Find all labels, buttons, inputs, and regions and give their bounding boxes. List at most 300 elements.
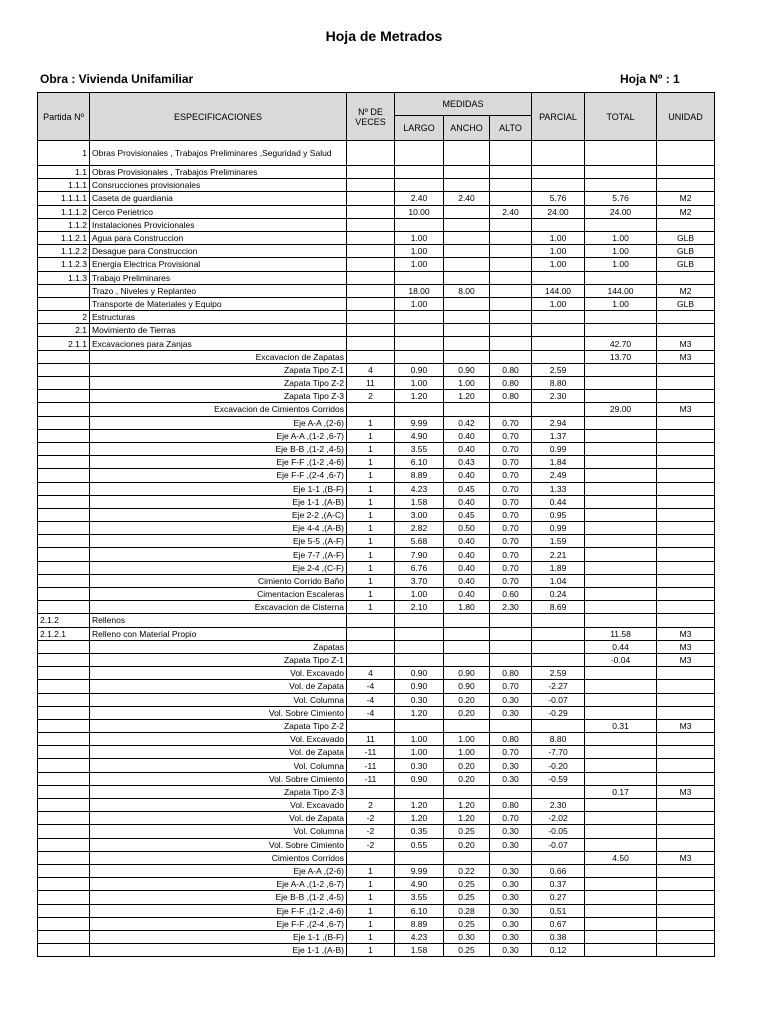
table-row bbox=[38, 297, 715, 310]
cell-largo: 18.00 bbox=[395, 284, 444, 297]
cell-parcial: -0.59 bbox=[532, 772, 585, 785]
cell-partida: 1 bbox=[38, 141, 90, 166]
cell-ancho: 0.25 bbox=[444, 917, 490, 930]
cell-largo bbox=[395, 324, 444, 337]
cell-unidad bbox=[657, 548, 715, 561]
cell-ancho bbox=[444, 614, 490, 627]
cell-especificacion: Rellenos bbox=[90, 614, 347, 627]
cell-alto: 0.80 bbox=[490, 363, 532, 376]
cell-parcial bbox=[532, 653, 585, 666]
cell-ancho: 0.40 bbox=[444, 574, 490, 587]
cell-veces: -11 bbox=[347, 772, 395, 785]
cell-especificacion: Agua para Construccion bbox=[90, 231, 347, 244]
cell-parcial bbox=[532, 350, 585, 363]
cell-veces: 1 bbox=[347, 944, 395, 957]
cell-parcial: 1.84 bbox=[532, 456, 585, 469]
cell-alto bbox=[490, 284, 532, 297]
cell-alto bbox=[490, 245, 532, 258]
cell-unidad: M3 bbox=[657, 653, 715, 666]
cell-alto bbox=[490, 231, 532, 244]
cell-parcial: 0.99 bbox=[532, 522, 585, 535]
cell-veces: 1 bbox=[347, 508, 395, 521]
cell-parcial: 8.80 bbox=[532, 733, 585, 746]
cell-parcial: -0.20 bbox=[532, 759, 585, 772]
table-row bbox=[38, 693, 715, 706]
cell-partida bbox=[38, 746, 90, 759]
cell-alto: 0.80 bbox=[490, 799, 532, 812]
cell-largo: 8.89 bbox=[395, 469, 444, 482]
cell-largo: 9.99 bbox=[395, 864, 444, 877]
cell-parcial bbox=[532, 640, 585, 653]
cell-total: -0.04 bbox=[585, 653, 657, 666]
cell-unidad bbox=[657, 614, 715, 627]
cell-veces bbox=[347, 785, 395, 798]
metrados-table bbox=[37, 92, 715, 957]
cell-especificacion: Excavacion de Cisterna bbox=[90, 601, 347, 614]
cell-especificacion: Consrucciones provisionales bbox=[90, 179, 347, 192]
table-row bbox=[38, 429, 715, 442]
cell-total bbox=[585, 166, 657, 179]
cell-ancho: 0.25 bbox=[444, 944, 490, 957]
table-row bbox=[38, 350, 715, 363]
cell-total: 1.00 bbox=[585, 258, 657, 271]
table-row bbox=[38, 141, 715, 166]
cell-alto: 0.80 bbox=[490, 377, 532, 390]
cell-total bbox=[585, 706, 657, 719]
cell-veces: -11 bbox=[347, 746, 395, 759]
cell-largo: 1.58 bbox=[395, 944, 444, 957]
cell-partida bbox=[38, 799, 90, 812]
cell-veces: 2 bbox=[347, 799, 395, 812]
cell-unidad bbox=[657, 930, 715, 943]
cell-alto: 0.30 bbox=[490, 706, 532, 719]
cell-partida bbox=[38, 350, 90, 363]
cell-veces: 1 bbox=[347, 864, 395, 877]
cell-unidad bbox=[657, 759, 715, 772]
table-row bbox=[38, 192, 715, 205]
table-row bbox=[38, 680, 715, 693]
cell-especificacion: Eje 7-7 ,(A-F) bbox=[90, 548, 347, 561]
cell-partida bbox=[38, 706, 90, 719]
cell-partida bbox=[38, 561, 90, 574]
cell-total bbox=[585, 271, 657, 284]
cell-largo: 0.90 bbox=[395, 680, 444, 693]
table-row bbox=[38, 904, 715, 917]
cell-partida bbox=[38, 667, 90, 680]
cell-partida bbox=[38, 363, 90, 376]
cell-especificacion: Zapata Tipo Z-1 bbox=[90, 653, 347, 666]
cell-unidad bbox=[657, 812, 715, 825]
cell-ancho: 0.40 bbox=[444, 535, 490, 548]
cell-unidad bbox=[657, 706, 715, 719]
cell-especificacion: Vol. de Zapata bbox=[90, 680, 347, 693]
cell-veces: 1 bbox=[347, 469, 395, 482]
cell-unidad bbox=[657, 508, 715, 521]
table-row bbox=[38, 324, 715, 337]
cell-total: 24.00 bbox=[585, 205, 657, 218]
cell-ancho: 0.43 bbox=[444, 456, 490, 469]
page-title: Hoja de Metrados bbox=[325, 28, 443, 44]
cell-total bbox=[585, 944, 657, 957]
cell-alto: 0.80 bbox=[490, 390, 532, 403]
cell-veces: 1 bbox=[347, 535, 395, 548]
cell-largo: 10.00 bbox=[395, 205, 444, 218]
cell-especificacion: Eje F-F ,(2-4 ,6-7) bbox=[90, 917, 347, 930]
cell-total bbox=[585, 891, 657, 904]
cell-ancho: 0.40 bbox=[444, 429, 490, 442]
cell-especificacion: Obras Provisionales , Trabajos Preliminares bbox=[90, 166, 347, 179]
cell-alto: 0.30 bbox=[490, 944, 532, 957]
cell-largo: 9.99 bbox=[395, 416, 444, 429]
cell-especificacion: Eje F-F ,(1-2 ,4-6) bbox=[90, 904, 347, 917]
cell-total bbox=[585, 324, 657, 337]
cell-especificacion: Vol. Sobre Cimiento bbox=[90, 706, 347, 719]
table-row bbox=[38, 231, 715, 244]
cell-largo: 0.35 bbox=[395, 825, 444, 838]
cell-ancho: 0.40 bbox=[444, 495, 490, 508]
cell-veces: 1 bbox=[347, 878, 395, 891]
cell-ancho: 0.45 bbox=[444, 508, 490, 521]
cell-ancho bbox=[444, 403, 490, 416]
cell-total: 1.00 bbox=[585, 231, 657, 244]
cell-parcial bbox=[532, 179, 585, 192]
cell-alto bbox=[490, 350, 532, 363]
cell-ancho bbox=[444, 205, 490, 218]
cell-veces bbox=[347, 403, 395, 416]
cell-unidad bbox=[657, 311, 715, 324]
cell-parcial bbox=[532, 719, 585, 732]
cell-especificacion: Excavaciones para Zanjas bbox=[90, 337, 347, 350]
cell-parcial: 1.04 bbox=[532, 574, 585, 587]
cell-parcial: 0.27 bbox=[532, 891, 585, 904]
cell-ancho: 0.90 bbox=[444, 667, 490, 680]
cell-unidad: M2 bbox=[657, 192, 715, 205]
cell-parcial: -0.07 bbox=[532, 838, 585, 851]
cell-unidad bbox=[657, 469, 715, 482]
cell-ancho: 0.40 bbox=[444, 469, 490, 482]
cell-alto: 0.70 bbox=[490, 535, 532, 548]
cell-parcial bbox=[532, 324, 585, 337]
cell-largo: 1.00 bbox=[395, 258, 444, 271]
cell-total bbox=[585, 680, 657, 693]
cell-partida bbox=[38, 930, 90, 943]
cell-total bbox=[585, 667, 657, 680]
cell-ancho: 0.25 bbox=[444, 825, 490, 838]
cell-unidad: M3 bbox=[657, 403, 715, 416]
cell-alto bbox=[490, 851, 532, 864]
cell-veces bbox=[347, 324, 395, 337]
cell-especificacion: Instalaciones Provicionales bbox=[90, 218, 347, 231]
cell-especificacion: Zapata Tipo Z-2 bbox=[90, 377, 347, 390]
cell-unidad bbox=[657, 574, 715, 587]
cell-alto bbox=[490, 324, 532, 337]
cell-unidad: M3 bbox=[657, 785, 715, 798]
cell-especificacion: Eje 5-5 ,(A-F) bbox=[90, 535, 347, 548]
table-row bbox=[38, 456, 715, 469]
cell-partida bbox=[38, 416, 90, 429]
cell-parcial: 0.44 bbox=[532, 495, 585, 508]
cell-especificacion: Cimiento Corrido Baño bbox=[90, 574, 347, 587]
cell-partida bbox=[38, 508, 90, 521]
cell-especificacion: Vol. Excavado bbox=[90, 667, 347, 680]
cell-unidad bbox=[657, 746, 715, 759]
cell-partida bbox=[38, 759, 90, 772]
cell-partida bbox=[38, 838, 90, 851]
cell-alto bbox=[490, 337, 532, 350]
cell-parcial: 2.30 bbox=[532, 390, 585, 403]
cell-total bbox=[585, 930, 657, 943]
cell-especificacion: Vol. de Zapata bbox=[90, 812, 347, 825]
cell-alto: 0.70 bbox=[490, 508, 532, 521]
cell-parcial: 1.89 bbox=[532, 561, 585, 574]
cell-unidad bbox=[657, 416, 715, 429]
cell-total bbox=[585, 535, 657, 548]
cell-veces bbox=[347, 851, 395, 864]
cell-unidad bbox=[657, 917, 715, 930]
cell-especificacion: Caseta de guardiania bbox=[90, 192, 347, 205]
cell-largo: 1.20 bbox=[395, 390, 444, 403]
cell-partida bbox=[38, 693, 90, 706]
cell-veces bbox=[347, 653, 395, 666]
cell-ancho bbox=[444, 653, 490, 666]
cell-alto: 0.70 bbox=[490, 746, 532, 759]
cell-partida bbox=[38, 522, 90, 535]
cell-total: 0.44 bbox=[585, 640, 657, 653]
cell-unidad bbox=[657, 799, 715, 812]
cell-parcial: -0.07 bbox=[532, 693, 585, 706]
table-row bbox=[38, 482, 715, 495]
cell-unidad bbox=[657, 904, 715, 917]
cell-ancho bbox=[444, 851, 490, 864]
cell-alto: 0.30 bbox=[490, 930, 532, 943]
cell-total: 4.50 bbox=[585, 851, 657, 864]
table-row bbox=[38, 442, 715, 455]
cell-ancho: 1.80 bbox=[444, 601, 490, 614]
cell-veces bbox=[347, 627, 395, 640]
cell-partida bbox=[38, 904, 90, 917]
table-row bbox=[38, 667, 715, 680]
cell-largo: 1.20 bbox=[395, 799, 444, 812]
cell-alto: 0.30 bbox=[490, 838, 532, 851]
cell-ancho: 0.30 bbox=[444, 930, 490, 943]
cell-veces: 1 bbox=[347, 904, 395, 917]
cell-especificacion: Vol. Excavado bbox=[90, 733, 347, 746]
cell-largo bbox=[395, 627, 444, 640]
cell-largo bbox=[395, 851, 444, 864]
cell-total bbox=[585, 508, 657, 521]
cell-ancho: 0.22 bbox=[444, 864, 490, 877]
cell-total: 1.00 bbox=[585, 297, 657, 310]
cell-veces bbox=[347, 350, 395, 363]
cell-parcial: 5.76 bbox=[532, 192, 585, 205]
cell-partida: 2.1.1 bbox=[38, 337, 90, 350]
cell-unidad: M3 bbox=[657, 719, 715, 732]
cell-alto bbox=[490, 614, 532, 627]
cell-veces: 1 bbox=[347, 429, 395, 442]
cell-largo: 1.00 bbox=[395, 245, 444, 258]
cell-total: 5.76 bbox=[585, 192, 657, 205]
cell-partida bbox=[38, 456, 90, 469]
table-row bbox=[38, 258, 715, 271]
cell-unidad bbox=[657, 429, 715, 442]
cell-largo: 1.00 bbox=[395, 588, 444, 601]
cell-total bbox=[585, 917, 657, 930]
cell-largo: 0.90 bbox=[395, 667, 444, 680]
cell-ancho: 0.20 bbox=[444, 693, 490, 706]
table-row bbox=[38, 851, 715, 864]
cell-unidad bbox=[657, 495, 715, 508]
table-row bbox=[38, 614, 715, 627]
cell-total bbox=[585, 179, 657, 192]
cell-total bbox=[585, 601, 657, 614]
cell-unidad bbox=[657, 878, 715, 891]
cell-unidad: GLB bbox=[657, 297, 715, 310]
cell-partida bbox=[38, 442, 90, 455]
cell-partida bbox=[38, 548, 90, 561]
cell-partida bbox=[38, 733, 90, 746]
cell-largo: 6.10 bbox=[395, 456, 444, 469]
cell-alto: 0.70 bbox=[490, 574, 532, 587]
cell-unidad bbox=[657, 680, 715, 693]
cell-veces bbox=[347, 218, 395, 231]
cell-largo: 0.90 bbox=[395, 772, 444, 785]
cell-parcial bbox=[532, 851, 585, 864]
cell-parcial: 0.99 bbox=[532, 442, 585, 455]
cell-largo: 3.00 bbox=[395, 508, 444, 521]
cell-ancho bbox=[444, 324, 490, 337]
cell-alto: 2.40 bbox=[490, 205, 532, 218]
cell-veces bbox=[347, 231, 395, 244]
cell-especificacion: Eje B-B ,(1-2 ,4-5) bbox=[90, 891, 347, 904]
cell-ancho bbox=[444, 785, 490, 798]
table-row bbox=[38, 508, 715, 521]
cell-largo: 1.00 bbox=[395, 746, 444, 759]
cell-largo: 3.70 bbox=[395, 574, 444, 587]
cell-partida bbox=[38, 891, 90, 904]
cell-veces bbox=[347, 719, 395, 732]
cell-ancho: 0.20 bbox=[444, 772, 490, 785]
cell-especificacion: Zapata Tipo Z-2 bbox=[90, 719, 347, 732]
cell-especificacion: Eje 4-4 ,(A-B) bbox=[90, 522, 347, 535]
cell-parcial: 0.24 bbox=[532, 588, 585, 601]
cell-ancho: 0.45 bbox=[444, 482, 490, 495]
cell-parcial bbox=[532, 311, 585, 324]
cell-veces: -2 bbox=[347, 838, 395, 851]
cell-parcial: 8.69 bbox=[532, 601, 585, 614]
cell-largo: 0.55 bbox=[395, 838, 444, 851]
cell-alto: 0.30 bbox=[490, 917, 532, 930]
cell-total bbox=[585, 693, 657, 706]
cell-alto: 0.30 bbox=[490, 878, 532, 891]
cell-parcial: 24.00 bbox=[532, 205, 585, 218]
cell-partida bbox=[38, 601, 90, 614]
cell-alto bbox=[490, 311, 532, 324]
cell-veces: 1 bbox=[347, 456, 395, 469]
cell-especificacion: Obras Provisionales , Trabajos Preliminares ,Seguridad y Salud bbox=[90, 141, 347, 166]
cell-total bbox=[585, 522, 657, 535]
cell-partida bbox=[38, 719, 90, 732]
table-row bbox=[38, 944, 715, 957]
cell-parcial: 2.59 bbox=[532, 667, 585, 680]
cell-largo: 2.40 bbox=[395, 192, 444, 205]
cell-especificacion: Eje 1-1 ,(B-F) bbox=[90, 930, 347, 943]
cell-unidad bbox=[657, 363, 715, 376]
cell-alto: 0.30 bbox=[490, 693, 532, 706]
cell-ancho: 0.42 bbox=[444, 416, 490, 429]
cell-veces bbox=[347, 166, 395, 179]
cell-alto bbox=[490, 640, 532, 653]
cell-total bbox=[585, 442, 657, 455]
cell-total: 1.00 bbox=[585, 245, 657, 258]
cell-partida bbox=[38, 653, 90, 666]
cell-partida bbox=[38, 429, 90, 442]
table-row bbox=[38, 363, 715, 376]
cell-ancho bbox=[444, 179, 490, 192]
cell-parcial: -2.02 bbox=[532, 812, 585, 825]
cell-total bbox=[585, 772, 657, 785]
cell-ancho: 0.40 bbox=[444, 588, 490, 601]
cell-largo: 0.30 bbox=[395, 693, 444, 706]
cell-largo: 6.76 bbox=[395, 561, 444, 574]
cell-veces bbox=[347, 258, 395, 271]
cell-veces: 1 bbox=[347, 588, 395, 601]
cell-total bbox=[585, 218, 657, 231]
cell-total bbox=[585, 429, 657, 442]
cell-largo: 1.00 bbox=[395, 733, 444, 746]
cell-partida: 2.1 bbox=[38, 324, 90, 337]
header-total: TOTAL bbox=[585, 93, 657, 141]
cell-alto bbox=[490, 627, 532, 640]
cell-ancho: 0.50 bbox=[444, 522, 490, 535]
cell-largo: 6.10 bbox=[395, 904, 444, 917]
cell-total: 144.00 bbox=[585, 284, 657, 297]
cell-alto: 0.70 bbox=[490, 429, 532, 442]
cell-unidad bbox=[657, 588, 715, 601]
cell-ancho bbox=[444, 258, 490, 271]
table-row bbox=[38, 772, 715, 785]
cell-total bbox=[585, 141, 657, 166]
cell-especificacion: Eje 2-4 ,(C-F) bbox=[90, 561, 347, 574]
cell-unidad: M3 bbox=[657, 640, 715, 653]
cell-especificacion: Vol. Sobre Cimiento bbox=[90, 838, 347, 851]
cell-especificacion: Desague para Construccion bbox=[90, 245, 347, 258]
cell-alto bbox=[490, 179, 532, 192]
cell-veces bbox=[347, 192, 395, 205]
header-veces: Nº DE VECES bbox=[347, 93, 395, 141]
cell-ancho bbox=[444, 719, 490, 732]
cell-veces bbox=[347, 337, 395, 350]
cell-veces bbox=[347, 311, 395, 324]
cell-partida bbox=[38, 482, 90, 495]
cell-ancho: 0.20 bbox=[444, 759, 490, 772]
cell-largo: 3.55 bbox=[395, 891, 444, 904]
table-row bbox=[38, 627, 715, 640]
cell-veces bbox=[347, 245, 395, 258]
cell-largo bbox=[395, 218, 444, 231]
cell-partida bbox=[38, 390, 90, 403]
cell-total bbox=[585, 746, 657, 759]
cell-total bbox=[585, 548, 657, 561]
cell-unidad bbox=[657, 601, 715, 614]
cell-ancho: 1.20 bbox=[444, 812, 490, 825]
cell-partida: 1.1.2.1 bbox=[38, 231, 90, 244]
cell-veces: 1 bbox=[347, 561, 395, 574]
cell-especificacion: Trazo , Niveles y Replanteo bbox=[90, 284, 347, 297]
cell-especificacion: Vol. Columna bbox=[90, 759, 347, 772]
cell-especificacion: Eje 1-1 ,(B-F) bbox=[90, 482, 347, 495]
cell-veces: -4 bbox=[347, 706, 395, 719]
table-row bbox=[38, 218, 715, 231]
